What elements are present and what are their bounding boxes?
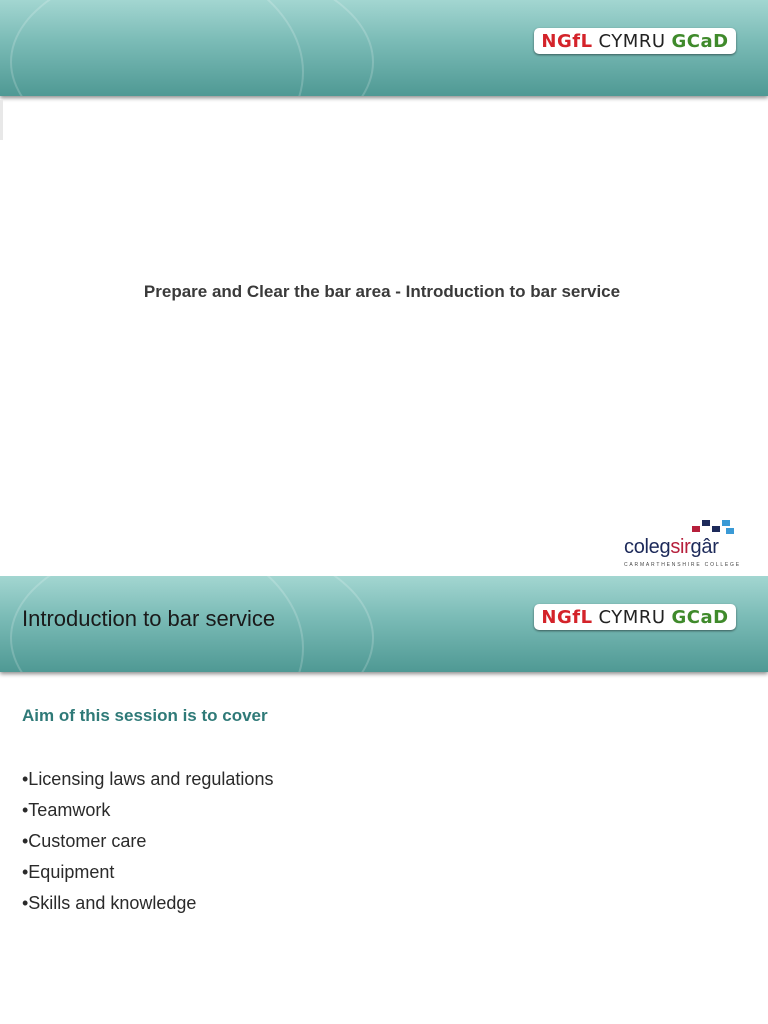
- aim-heading: Aim of this session is to cover: [22, 706, 268, 725]
- college-name-part: sir: [670, 536, 691, 558]
- logo-cymru-text: CYMRU: [598, 30, 666, 52]
- list-item: •Equipment: [22, 862, 115, 882]
- logo-ngfl-text: NGfL: [541, 606, 593, 628]
- slide-header: [0, 576, 768, 672]
- slide-header: [0, 0, 768, 96]
- college-name-part: coleg: [624, 536, 671, 558]
- logo-square-icon: [722, 520, 730, 526]
- bullet-list: [22, 766, 273, 921]
- list-item: •Customer care: [22, 831, 147, 851]
- left-edge-marker: [0, 100, 3, 140]
- logo-gcad-text: GCaD: [671, 606, 729, 628]
- list-item: •Skills and knowledge: [22, 893, 197, 913]
- logo-square-icon: [702, 520, 710, 526]
- logo-square-icon: [726, 528, 734, 534]
- slide-title: Introduction to bar service: [22, 606, 276, 631]
- header-swoosh-decoration: [10, 0, 374, 96]
- college-name-part: gâr: [690, 536, 719, 558]
- list-item: •Teamwork: [22, 800, 111, 820]
- logo-square-icon: [712, 526, 720, 532]
- coleg-sir-gar-logo: [618, 516, 742, 572]
- college-subtitle: CARMARTHENSHIRE COLLEGE: [624, 562, 741, 568]
- logo-ngfl-text: NGfL: [541, 30, 593, 52]
- slide-title: Prepare and Clear the bar area - Introduction to bar service: [143, 282, 621, 301]
- list-item: •Licensing laws and regulations: [22, 769, 274, 789]
- logo-gcad-text: GCaD: [671, 30, 729, 52]
- ngfl-cymru-logo: [534, 28, 736, 54]
- content-slide: [0, 576, 768, 1024]
- ngfl-cymru-logo: [534, 604, 736, 630]
- college-name: [624, 536, 719, 559]
- logo-cymru-text: CYMRU: [598, 606, 666, 628]
- logo-square-icon: [692, 526, 700, 532]
